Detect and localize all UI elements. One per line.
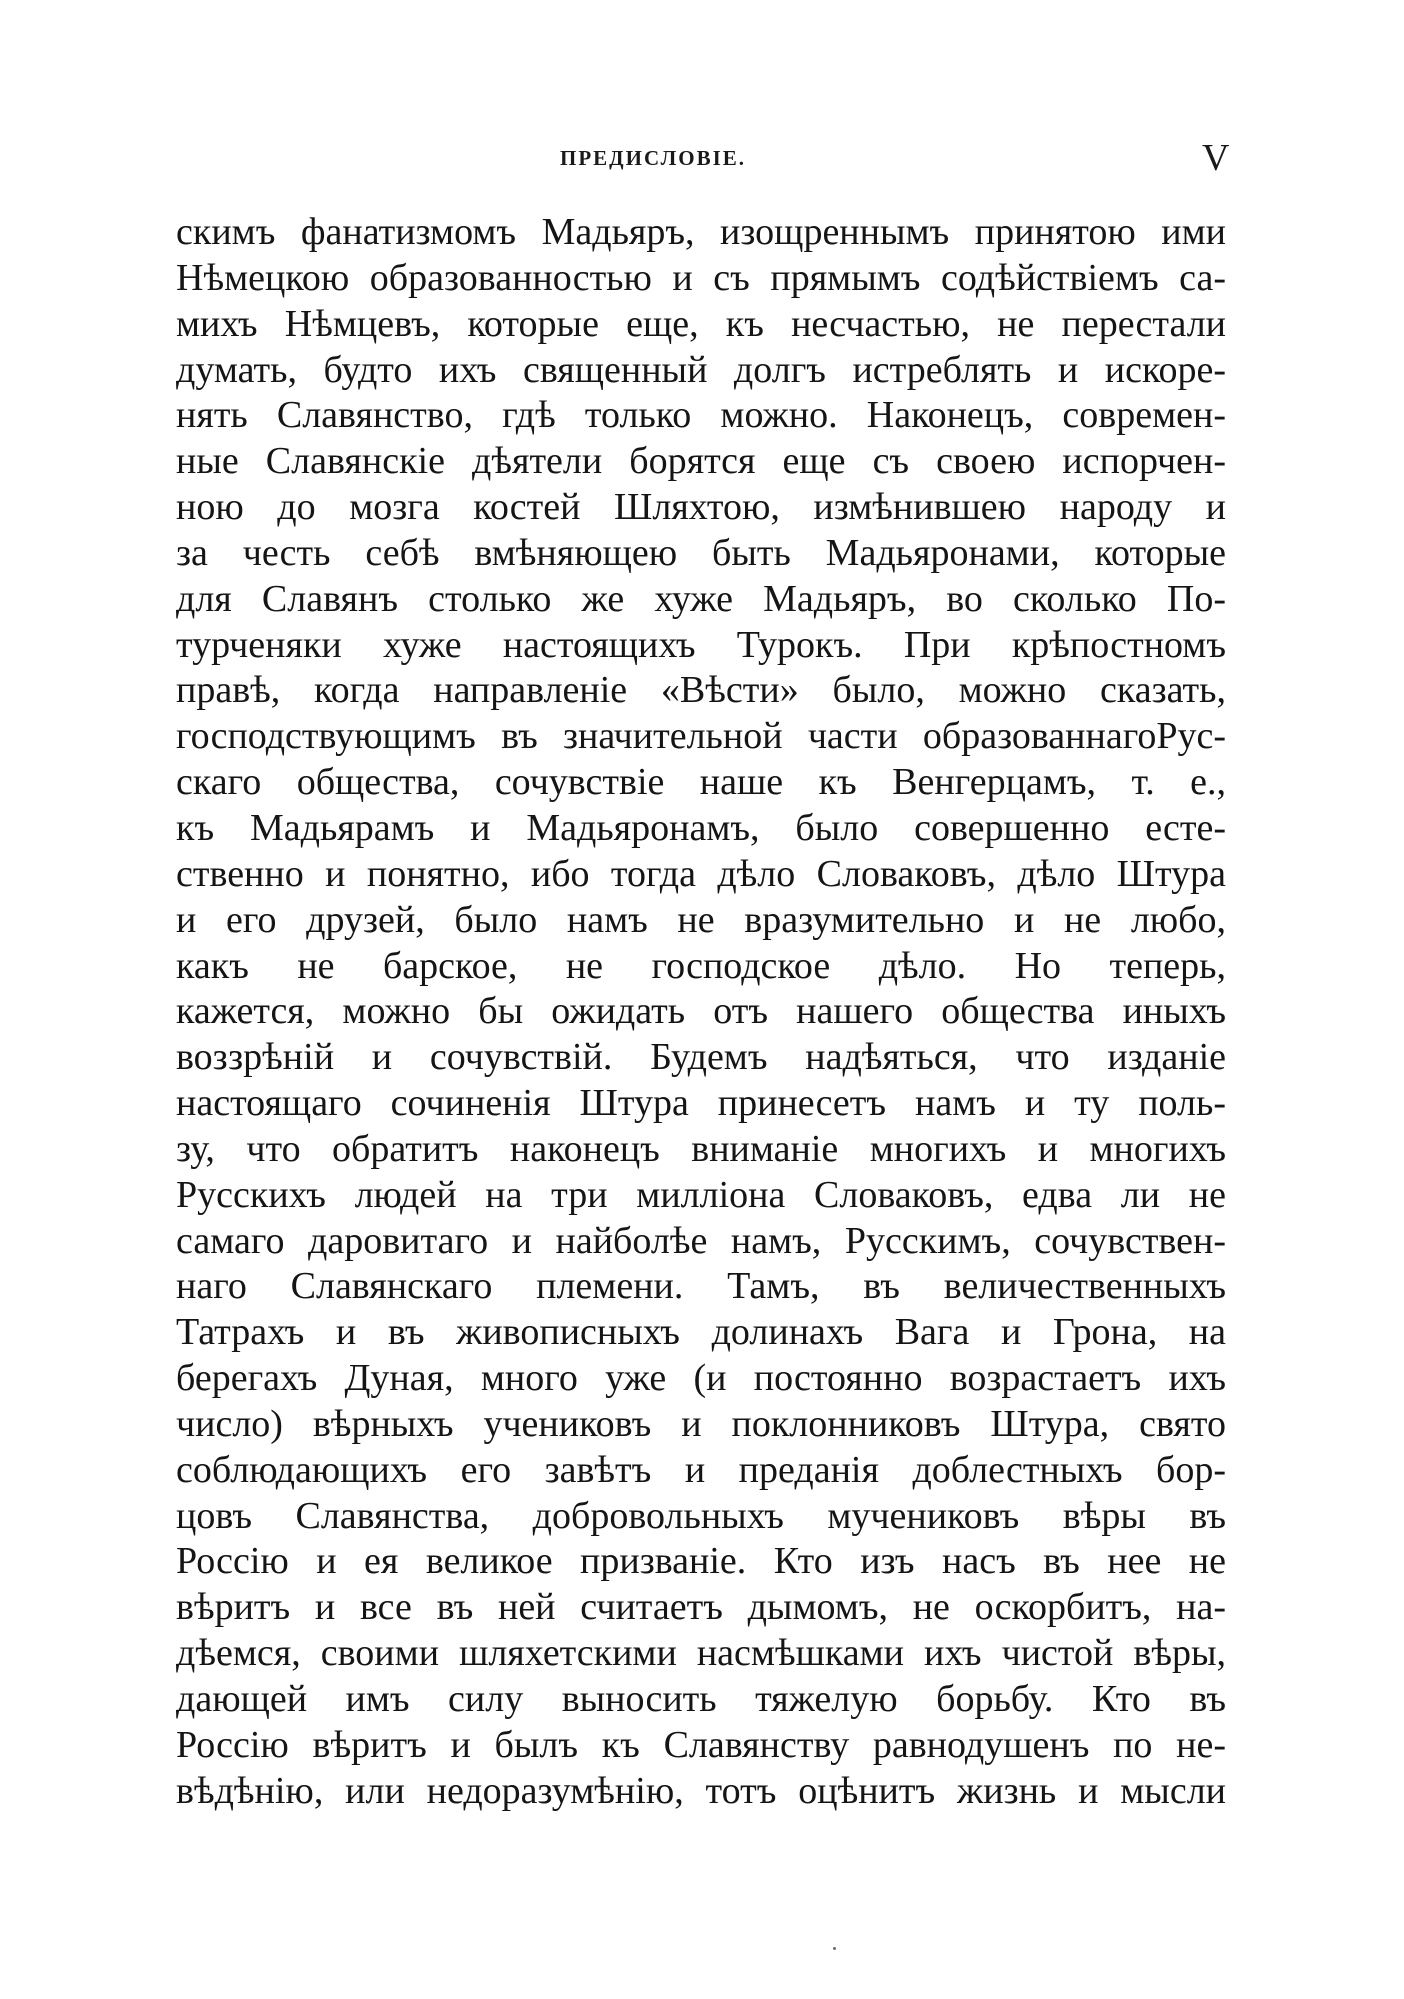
text-line: ные Славянскіе дѣятели борятся еще съ своею испорчен- xyxy=(176,440,1226,483)
text-line: наго Славянскаго племени. Тамъ, въ величественныхъ xyxy=(176,1265,1226,1308)
text-line: Россію и ея великое призваніе. Кто изъ насъ въ нее не xyxy=(176,1540,1226,1583)
ink-speck xyxy=(833,1947,836,1950)
text-line: правѣ, когда направленіе «Вѣсти» было, можно сказать, xyxy=(176,669,1226,712)
text-line: за честь себѣ вмѣняющею быть Мадьяронами, которые xyxy=(176,531,1226,574)
text-line: Нѣмецкою образованностью и съ прямымъ содѣйствіемъ са- xyxy=(176,256,1226,299)
text-line: для Славянъ столько же хуже Мадьяръ, во сколько По- xyxy=(176,577,1226,620)
text-line: самаго даровитаго и найболѣе намъ, Русскимъ, сочувствен- xyxy=(176,1219,1226,1262)
text-line: михъ Нѣмцевъ, которые еще, къ несчастью, не перестали xyxy=(176,302,1226,345)
text-line: скимъ фанатизмомъ Мадьяръ, изощреннымъ принятою ими xyxy=(176,211,1226,253)
text-line: турченяки хуже настоящихъ Турокъ. При крѣпостномъ xyxy=(176,623,1226,666)
text-line: Татрахъ и въ живописныхъ долинахъ Вага и Грона, на xyxy=(176,1311,1226,1354)
text-line: ною до мозга костей Шляхтою, измѣнившею народу и xyxy=(176,486,1226,529)
text-line: соблюдающихъ его завѣтъ и преданія доблестныхъ бор- xyxy=(176,1448,1226,1491)
text-line: и его друзей, было намъ не вразумительно и не любо, xyxy=(176,898,1226,941)
text-line: цовъ Славянства, добровольныхъ мучениковъ вѣры въ xyxy=(176,1494,1226,1537)
text-line: вѣдѣнію, или недоразумѣнію, тотъ оцѣнитъ жизнь и мысли xyxy=(176,1769,1226,1812)
text-line: берегахъ Дуная, много уже (и постоянно возрастаетъ ихъ xyxy=(176,1357,1226,1400)
text-line: Русскихъ людей на три милліона Словаковъ, едва ли не xyxy=(176,1173,1226,1216)
text-line: къ Мадьярамъ и Мадьяронамъ, было совершенно есте- xyxy=(176,806,1226,849)
text-line: вѣритъ и все въ ней считаетъ дымомъ, не оскорбитъ, на- xyxy=(176,1586,1226,1629)
text-line: какъ не барское, не господское дѣло. Но теперь, xyxy=(176,944,1226,987)
text-line: ственно и понятно, ибо тогда дѣло Словаковъ, дѣло Штура xyxy=(176,852,1226,895)
text-line: дѣемся, своими шляхетскими насмѣшками ихъ чистой вѣры, xyxy=(176,1632,1226,1675)
text-line: воззрѣній и сочувствій. Будемъ надѣяться, что изданіе xyxy=(176,1036,1226,1079)
text-line: Россію вѣритъ и былъ къ Славянству равнодушенъ по не- xyxy=(176,1723,1226,1766)
text-line: зу, что обратитъ наконецъ вниманіе многихъ и многихъ xyxy=(176,1127,1226,1170)
text-line: настоящаго сочиненія Штура принесетъ намъ и ту поль- xyxy=(176,1082,1226,1125)
text-line: думать, будто ихъ священный долгъ истреблять и искоре- xyxy=(176,348,1226,391)
text-line: господствующимъ въ значительной части образованнагоРус- xyxy=(176,715,1226,758)
text-line: дающей имъ силу выносить тяжелую борьбу. Кто въ xyxy=(176,1678,1226,1720)
text-line: скаго общества, сочувствіе наше къ Венгерцамъ, т. е., xyxy=(176,761,1226,804)
page-number: V xyxy=(1202,137,1230,179)
text-line: нять Славянство, гдѣ только можно. Наконецъ, современ- xyxy=(176,394,1226,437)
text-line: число) вѣрныхъ учениковъ и поклонниковъ Штура, свято xyxy=(176,1402,1226,1445)
body-text xyxy=(176,210,1226,1815)
running-title: ПРЕДИСЛОВІЕ. xyxy=(560,146,747,170)
text-line: кажется, можно бы ожидать отъ нашего общества иныхъ xyxy=(176,990,1226,1033)
